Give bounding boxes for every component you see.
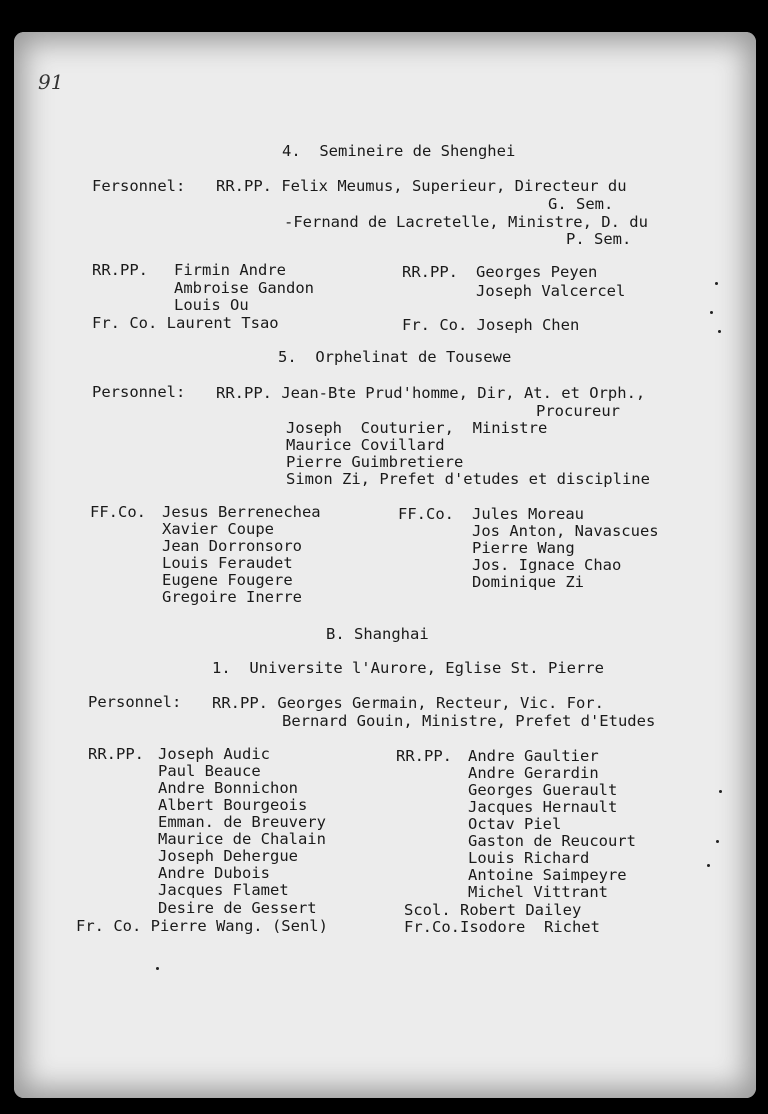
personnel-label: Personnel:: [88, 693, 182, 711]
name-entry: Jacques Flamet: [158, 881, 289, 899]
personnel-label: Fersonnel:: [92, 177, 186, 195]
group-label: FF.Co.: [90, 503, 146, 521]
group-label: FF.Co.: [398, 505, 454, 523]
name-entry: Albert Bourgeois: [158, 796, 308, 814]
name-entry: Octav Piel: [468, 815, 562, 833]
personnel-line: Bernard Gouin, Ministre, Prefet d'Etudes: [282, 712, 656, 730]
name-entry: Joseph Dehergue: [158, 847, 298, 865]
name-entry: Joseph Audic: [158, 745, 270, 763]
name-entry: Gregoire Inerre: [162, 588, 302, 606]
personnel-line: G. Sem.: [548, 195, 614, 213]
ink-speck: [718, 330, 721, 333]
personnel-line: P. Sem.: [566, 230, 632, 248]
personnel-line: Pierre Guimbretiere: [286, 453, 464, 471]
ink-speck: [719, 790, 722, 793]
name-entry: Andre Dubois: [158, 864, 270, 882]
group-label: RR.PP.: [402, 263, 458, 281]
ink-speck: [716, 840, 719, 843]
name-entry: Ambroise Gandon: [174, 279, 314, 297]
brother-entry: Fr. Co. Laurent Tsao: [92, 314, 279, 332]
name-entry: Joseph Valcercel: [476, 282, 626, 300]
group-label: RR.PP.: [88, 745, 144, 763]
name-entry: Jean Dorronsoro: [162, 537, 302, 555]
personnel-line: -Fernand de Lacretelle, Ministre, D. du: [284, 213, 648, 231]
name-entry: Paul Beauce: [158, 762, 261, 780]
personnel-line: Simon Zi, Prefet d'etudes et discipline: [286, 470, 650, 488]
name-entry: Emman. de Breuvery: [158, 813, 326, 831]
group-label: RR.PP.: [92, 261, 148, 279]
ink-speck: [710, 311, 713, 314]
group-label: RR.PP.: [396, 747, 452, 765]
name-entry: Pierre Wang: [472, 539, 575, 557]
scholastic-entry: Scol. Robert Dailey: [404, 901, 582, 919]
name-entry: Desire de Gessert: [158, 899, 317, 917]
name-entry: Jos Anton, Navascues: [472, 522, 659, 540]
personnel-line: RR.PP. Felix Meumus, Superieur, Directeur du: [216, 177, 627, 195]
name-entry: Firmin Andre: [174, 261, 286, 279]
name-entry: Jesus Berrenechea: [162, 503, 321, 521]
name-entry: Jos. Ignace Chao: [472, 556, 622, 574]
section-heading-shanghai: B. Shanghai: [326, 625, 429, 643]
name-entry: Dominique Zi: [472, 573, 584, 591]
name-entry: Antoine Saimpeyre: [468, 866, 627, 884]
name-entry: Xavier Coupe: [162, 520, 274, 538]
name-entry: Andre Gerardin: [468, 764, 599, 782]
brother-entry: Fr.Co.Isodore Richet: [404, 918, 600, 936]
ink-speck: [156, 967, 159, 970]
name-entry: Jacques Hernault: [468, 798, 618, 816]
personnel-line: RR.PP. Jean-Bte Prud'homme, Dir, At. et Orph.,: [216, 384, 646, 402]
personnel-line: Joseph Couturier, Ministre: [286, 419, 548, 437]
section-heading-seminaire: 4. Semineire de Shenghei: [282, 142, 516, 160]
name-entry: Andre Bonnichon: [158, 779, 298, 797]
name-entry: Louis Ou: [174, 296, 249, 314]
ink-speck: [715, 282, 718, 285]
name-entry: Louis Richard: [468, 849, 590, 867]
name-entry: Eugene Fougere: [162, 571, 293, 589]
brother-entry: Fr. Co. Pierre Wang. (Senl): [76, 917, 328, 935]
name-entry: Maurice de Chalain: [158, 830, 326, 848]
name-entry: Michel Vittrant: [468, 883, 608, 901]
name-entry: Jules Moreau: [472, 505, 584, 523]
personnel-line: Procureur: [536, 402, 620, 420]
personnel-line: RR.PP. Georges Germain, Recteur, Vic. For.: [212, 694, 604, 712]
name-entry: Gaston de Reucourt: [468, 832, 636, 850]
brother-entry: Fr. Co. Joseph Chen: [402, 316, 580, 334]
name-entry: Andre Gaultier: [468, 747, 599, 765]
ink-speck: [707, 864, 710, 867]
personnel-line: Maurice Covillard: [286, 436, 445, 454]
name-entry: Georges Peyen: [476, 263, 598, 281]
name-entry: Georges Guerault: [468, 781, 618, 799]
personnel-label: Personnel:: [92, 383, 186, 401]
page-number: 91: [38, 70, 64, 94]
subsection-heading-aurore: 1. Universite l'Aurore, Eglise St. Pierre: [212, 659, 604, 677]
section-heading-orphelinat: 5. Orphelinat de Tousewe: [278, 348, 512, 366]
name-entry: Louis Feraudet: [162, 554, 293, 572]
